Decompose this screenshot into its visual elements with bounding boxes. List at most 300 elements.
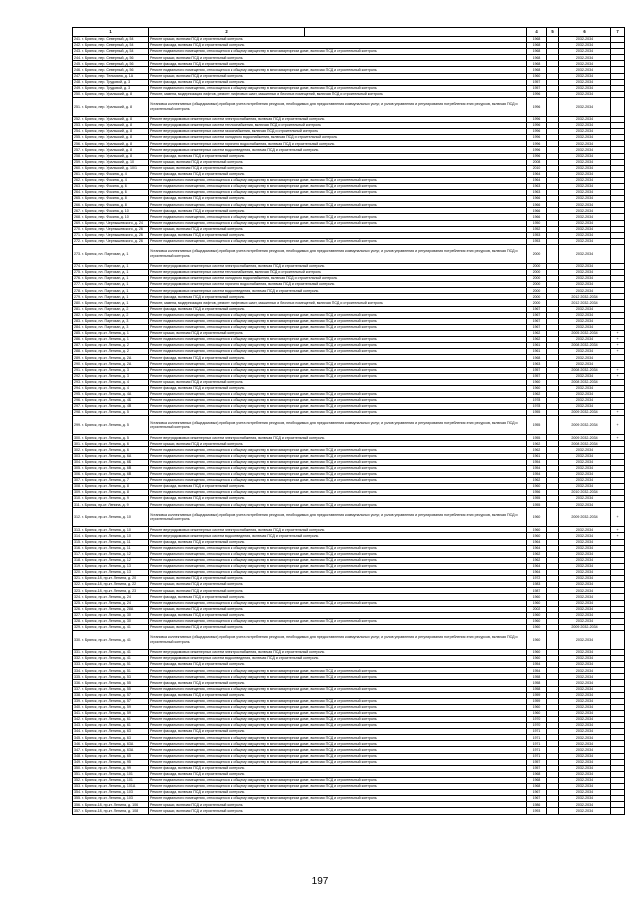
address-cell: 355. г. Брянск, пр-кт. Ленина, д. 103: [73, 796, 149, 802]
address-cell: 354. г. Брянск, пр-кт. Ленина, д. 103: [73, 790, 149, 796]
address-cell: 326. г. Брянск, пр-кт. Ленина, д. 28А: [73, 606, 149, 612]
address-cell: 295. г. Брянск, пр-кт. Ленина, д. 4А: [73, 391, 149, 397]
address-cell: 263. г. Брянск, пер. Фокина, д. 6: [73, 183, 149, 189]
year-cell: 1971: [527, 753, 547, 759]
address-cell: 335. г. Брянск, пр-кт. Ленина, д. 53: [73, 674, 149, 680]
period-cell: 2032-2034: [559, 318, 611, 324]
address-cell: 284. г. Брянск, пл. Партизан, д. 3: [73, 324, 149, 330]
address-cell: 310. г. Брянск, пр-кт. Ленина, д. 9: [73, 496, 149, 502]
year-cell: 1960: [527, 618, 547, 624]
period-cell: 2008 2032-2034: [559, 367, 611, 373]
period-cell: 2032-2034: [559, 618, 611, 624]
period-cell: 2032-2034: [559, 73, 611, 79]
year-cell: 1962: [527, 391, 547, 397]
address-cell: 339. г. Брянск, пр-кт. Ленина, д. 57: [73, 698, 149, 704]
period-cell: 2032-2034: [559, 717, 611, 723]
address-cell: 323. г. Брянск-18, пр-кт. Ленина, д. 23: [73, 588, 149, 594]
work-description-cell: Ремонт подвального помещения, относящегося к общему имуществу в многоквартирном доме, включая ПСД и строительный контроль: [149, 717, 527, 723]
work-description-cell: Ремонт внутридомовых инженерных систем теплоснабжения, включая ПСД и строительный контроль: [149, 123, 527, 129]
work-description-cell: Ремонт внутридомовых инженерных систем электроснабжения, включая ПСД и строительный контроль: [149, 649, 527, 655]
year-cell: 1962: [527, 551, 547, 557]
year-cell: 1963: [527, 190, 547, 196]
year-cell: 1993: [527, 808, 547, 814]
period-cell: 2032-2034: [559, 306, 611, 312]
period-cell: 2032-2034: [559, 165, 611, 171]
work-description-cell: Ремонт подвального помещения, относящегося к общему имуществу в многоквартирном доме, включая ПСД и строительный контроль: [149, 784, 527, 790]
period-cell: 2032-2034: [559, 397, 611, 403]
address-cell: 243. г. Брянск, пер. Северный, д. 54: [73, 49, 149, 55]
year-cell: 1962: [527, 447, 547, 453]
address-cell: 292. г. Брянск, пр-кт. Ленина, д. 3: [73, 373, 149, 379]
work-description-cell: Ремонт подвального помещения, относящегося к общему имуществу в многоквартирном доме, включая ПСД и строительный контроль: [149, 710, 527, 716]
period-cell: 2032-2034: [559, 784, 611, 790]
work-description-cell: Ремонт подвального помещения, относящегося к общему имуществу в многоквартирном доме, включая ПСД и строительный контроль: [149, 85, 527, 91]
address-cell: 342. г. Брянск, пр-кт. Ленина, д. 61: [73, 717, 149, 723]
work-description-cell: Ремонт подвального помещения, относящегося к общему имуществу в многоквартирном доме, включая ПСД и строительный контроль: [149, 563, 527, 569]
year-cell: 1968: [527, 777, 547, 783]
address-cell: 282. г. Брянск, пл. Партизан, д. 2: [73, 312, 149, 318]
period-cell: 2008 2032-2034: [559, 441, 611, 447]
work-description-cell: Ремонт крыши, включая ПСД и строительный контроль: [149, 226, 527, 232]
column-header: 5: [547, 28, 559, 37]
year-cell: 1967: [527, 306, 547, 312]
period-cell: 2032-2034: [559, 238, 611, 244]
period-cell: 2032-2034: [559, 563, 611, 569]
year-cell: 1960: [527, 612, 547, 618]
year-cell: 1958: [527, 680, 547, 686]
year-cell: 1960: [527, 600, 547, 606]
address-cell: 270. г. Брянск, пер. Чернышевского, д. 26: [73, 226, 149, 232]
work-description-cell: Ремонт внутридомовых инженерных систем теплоснабжения, включая ПСД и строительный контроль: [149, 270, 527, 276]
year-cell: 1968: [527, 43, 547, 49]
work-description-cell: Ремонт подвального помещения, относящегося к общему имуществу в многоквартирном доме, включая ПСД и строительный контроль: [149, 67, 527, 73]
address-cell: 330. г. Брянск, пр-кт. Ленина, д. 41: [73, 630, 149, 649]
work-description-cell: Ремонт крыши, включая ПСД и строительный контроль: [149, 165, 527, 171]
work-description-cell: Ремонт фасада, включая ПСД и строительный контроль: [149, 765, 527, 771]
year-cell: 1961: [527, 453, 547, 459]
year-cell: 2000: [527, 276, 547, 282]
address-cell: 301. г. Брянск, пр-кт. Ленина, д. 6: [73, 441, 149, 447]
address-cell: 271. г. Брянск, пер. Чернышевского, д. 26: [73, 232, 149, 238]
mark-cell: +: [611, 349, 625, 355]
period-cell: 2009 2032-2034: [559, 624, 611, 630]
address-cell: 356. г. Брянск-18, пр-кт. Ленина, д. 106: [73, 802, 149, 808]
work-description-cell: Ремонт подвального помещения, относящегося к общему имуществу в многоквартирном доме, включая ПСД и строительный контроль: [149, 704, 527, 710]
year-cell: 1966: [527, 208, 547, 214]
year-cell: 1960: [527, 508, 547, 527]
year-cell: 1963: [527, 183, 547, 189]
mark-cell: +: [611, 337, 625, 343]
address-cell: 304. г. Брянск, пр-кт. Ленина, д. 6Б: [73, 459, 149, 465]
work-description-cell: Ремонт крыши, включая ПСД и строительный контроль: [149, 441, 527, 447]
period-cell: 2032-2034: [559, 135, 611, 141]
work-description-cell: Ремонт подвального помещения, относящегося к общему имуществу в многоквартирном доме, включая ПСД и строительный контроль: [149, 753, 527, 759]
work-description-cell: Ремонт внутридомовых инженерных систем горячего водоснабжения, включая ПСД и строительный контроль: [149, 141, 527, 147]
year-cell: 2000: [527, 300, 547, 306]
year-cell: 1957: [527, 79, 547, 85]
address-cell: 257. г. Брянск, пер. Уральский, д. 8: [73, 147, 149, 153]
work-description-cell: Ремонт подвального помещения, относящегося к общему имуществу в многоквартирном доме, включая ПСД и строительный контроль: [149, 391, 527, 397]
work-description-cell: Ремонт подвального помещения, относящегося к общему имуществу в многоквартирном доме, включая ПСД и строительный контроль: [149, 238, 527, 244]
year-cell: 1968: [527, 771, 547, 777]
work-description-cell: Ремонт внутридомовых инженерных систем водоотведения, включая ПСД и строительный контроль: [149, 533, 527, 539]
year-cell: 1960: [527, 649, 547, 655]
work-description-cell: Ремонт внутридомовых инженерных систем холодного водоснабжения, включая ПСД и строительный контроль: [149, 276, 527, 282]
work-description-cell: Ремонт подвального помещения, относящегося к общему имуществу в многоквартирном доме, включая ПСД и строительный контроль: [149, 600, 527, 606]
address-cell: 349. г. Брянск, пр-кт. Ленина, д. 95: [73, 759, 149, 765]
year-cell: 1962: [527, 330, 547, 336]
address-cell: 351. г. Брянск, пр-кт. Ленина, д. 101: [73, 771, 149, 777]
work-description-cell: Ремонт подвального помещения, относящегося к общему имуществу в многоквартирном доме, включая ПСД и строительный контроль: [149, 312, 527, 318]
address-cell: 285. г. Брянск, пр-кт. Ленина, д. 1: [73, 330, 149, 336]
mark-cell: [611, 97, 625, 116]
period-cell: 2032-2034: [559, 545, 611, 551]
address-cell: 303. г. Брянск, пр-кт. Ленина, д. 6А: [73, 453, 149, 459]
work-description-cell: Ремонт подвального помещения, относящегося к общему имуществу в многоквартирном доме, включая ПСД и строительный контроль: [149, 220, 527, 226]
period-cell: 2032-2034: [559, 159, 611, 165]
year-cell: 1968: [527, 49, 547, 55]
period-cell: 2032-2034: [559, 582, 611, 588]
year-cell: 1996: [527, 123, 547, 129]
address-cell: 337. г. Брянск, пр-кт. Ленина, д. 55: [73, 686, 149, 692]
address-cell: 336. г. Брянск, пр-кт. Ленина, д. 55: [73, 680, 149, 686]
period-cell: 2032-2034: [559, 404, 611, 410]
address-cell: 255. г. Брянск, пер. Уральский, д. 8: [73, 135, 149, 141]
address-cell: 322. г. Брянск-18, пр-кт. Ленина, д. 22: [73, 582, 149, 588]
address-cell: 309. г. Брянск, пр-кт. Ленина, д. 8: [73, 490, 149, 496]
period-cell: 2032-2034: [559, 373, 611, 379]
work-description-cell: Ремонт подвального помещения, относящегося к общему имуществу в многоквартирном доме, включая ПСД и строительный контроль: [149, 674, 527, 680]
address-cell: 341. г. Брянск, пр-кт. Ленина, д. 59: [73, 710, 149, 716]
blank-cell: [547, 808, 559, 814]
address-cell: 274. г. Брянск, пл. Партизан, д. 1: [73, 263, 149, 269]
year-cell: 1960: [527, 73, 547, 79]
year-cell: 1955: [527, 416, 547, 435]
address-cell: 308. г. Брянск, пр-кт. Ленина, д. 8: [73, 484, 149, 490]
work-description-cell: Ремонт внутридомовых инженерных систем газоснабжения, включая ПСД и строительный контроль: [149, 129, 527, 135]
work-description-cell: Ремонт фасада, включая ПСД и строительный контроль: [149, 153, 527, 159]
header-row: [73, 28, 625, 37]
address-cell: 317. г. Брянск, пр-кт. Ленина, д. 12: [73, 551, 149, 557]
period-cell: 2032-2034: [559, 533, 611, 539]
year-cell: 1960: [527, 594, 547, 600]
work-description-cell: Ремонт подвального помещения, относящегося к общему имуществу в многоквартирном доме, включая ПСД и строительный контроль: [149, 337, 527, 343]
year-cell: 1955: [527, 502, 547, 508]
year-cell: 1978: [527, 404, 547, 410]
period-cell: 2032-2034: [559, 723, 611, 729]
period-cell: 2032-2034: [559, 361, 611, 367]
address-cell: 329. г. Брянск, пр-кт. Ленина, д. 41: [73, 624, 149, 630]
address-cell: 260. г. Брянск, пер. Уральский, д. 10/1: [73, 165, 149, 171]
address-cell: 344. г. Брянск, пр-кт. Ленина, д. 63: [73, 729, 149, 735]
work-description-cell: Ремонт внутридомовых инженерных систем водоотведения, включая ПСД и строительный контроль: [149, 656, 527, 662]
mark-cell: +: [611, 373, 625, 379]
period-cell: 2032-2034: [559, 183, 611, 189]
mark-cell: +: [611, 330, 625, 336]
period-cell: 2032-2034: [559, 447, 611, 453]
address-cell: 345. г. Брянск, пр-кт. Ленина, д. 63: [73, 735, 149, 741]
year-cell: 1968: [527, 37, 547, 43]
year-cell: 1960: [527, 527, 547, 533]
address-cell: 300. г. Брянск, пр-кт. Ленина, д. 5: [73, 435, 149, 441]
work-description-cell: Ремонт подвального помещения, относящегося к общему имуществу в многоквартирном доме, включая ПСД и строительный контроль: [149, 723, 527, 729]
period-cell: 2032-2034: [559, 190, 611, 196]
work-description-cell: Ремонт крыши, включая ПСД и строительный контроль: [149, 73, 527, 79]
period-cell: 2009 2032-2034: [559, 435, 611, 441]
table-row: [73, 244, 625, 263]
period-cell: 2032-2034: [559, 244, 611, 263]
address-cell: 318. г. Брянск, пр-кт. Ленина, д. 12: [73, 557, 149, 563]
work-description-cell: Ремонт подвального помещения, относящегося к общему имуществу в многоквартирном доме, включая ПСД и строительный контроль: [149, 796, 527, 802]
work-description-cell: Ремонт подвального помещения, относящегося к общему имуществу в многоквартирном доме, включая ПСД и строительный контроль: [149, 747, 527, 753]
work-description-cell: Ремонт подвального помещения, относящегося к общему имуществу в многоквартирном доме, включая ПСД и строительный контроль: [149, 465, 527, 471]
year-cell: 1957: [527, 85, 547, 91]
work-description-cell: Ремонт подвального помещения, относящегося к общему имуществу в многоквартирном доме, включая ПСД и строительный контроль: [149, 545, 527, 551]
work-description-cell: Ремонт фасада, включая ПСД и строительный контроль: [149, 294, 527, 300]
address-cell: 266. г. Брянск, пер. Фокина, д. 8: [73, 202, 149, 208]
work-description-cell: Ремонт подвального помещения, относящегося к общему имуществу в многоквартирном доме, включая ПСД и строительный контроль: [149, 557, 527, 563]
period-cell: 2032-2034: [559, 704, 611, 710]
work-description-cell: Ремонт, замена, модернизация лифтов, ремонт лифтовых шахт, машинных и блочных помещений, включая ПСД и строительный контроль: [149, 91, 527, 97]
address-cell: 324. г. Брянск, пр-кт. Ленина, д. 24: [73, 594, 149, 600]
work-description-cell: Ремонт подвального помещения, относящегося к общему имуществу в многоквартирном доме, включая ПСД и строительный контроль: [149, 453, 527, 459]
period-cell: 2032-2034: [559, 116, 611, 122]
mark-cell: +: [611, 416, 625, 435]
year-cell: 1996: [527, 116, 547, 122]
year-cell: 1964: [527, 545, 547, 551]
address-cell: 307. г. Брянск, пр-кт. Ленина, д. 7: [73, 477, 149, 483]
address-cell: 331. г. Брянск, пр-кт. Ленина, д. 41: [73, 649, 149, 655]
address-cell: 288. г. Брянск, пр-кт. Ленина, д. 2: [73, 349, 149, 355]
period-cell: 2005 2032-2034: [559, 330, 611, 336]
year-cell: 1960: [527, 385, 547, 391]
year-cell: 1966: [527, 202, 547, 208]
year-cell: 1967: [527, 790, 547, 796]
work-description-cell: Ремонт подвального помещения, относящегося к общему имуществу в многоквартирном доме, включая ПСД и строительный контроль: [149, 698, 527, 704]
year-cell: 2000: [527, 244, 547, 263]
year-cell: 1959: [527, 692, 547, 698]
address-cell: 333. г. Брянск, пр-кт. Ленина, д. 51: [73, 662, 149, 668]
period-cell: 2032-2034: [559, 177, 611, 183]
address-cell: 277. г. Брянск, пл. Партизан, д. 1: [73, 282, 149, 288]
period-cell: 2032-2034: [559, 759, 611, 765]
address-cell: 251. г. Брянск, пер. Уральский, д. 8: [73, 97, 149, 116]
period-cell: 2032-2034: [559, 385, 611, 391]
address-cell: 325. г. Брянск, пр-кт. Ленина, д. 24: [73, 600, 149, 606]
address-cell: 264. г. Брянск, пер. Фокина, д. 6: [73, 190, 149, 196]
period-cell: 2012 2032-2034: [559, 294, 611, 300]
year-cell: 1953: [527, 238, 547, 244]
address-cell: 269. г. Брянск, пер. Чернышевского, д. 24: [73, 220, 149, 226]
period-cell: 2032-2034: [559, 67, 611, 73]
year-cell: 1959: [527, 698, 547, 704]
year-cell: 1957: [527, 765, 547, 771]
work-description-cell: Ремонт крыши, включая ПСД и строительный контроль: [149, 576, 527, 582]
period-cell: 2032-2034: [559, 668, 611, 674]
work-description-cell: Ремонт фасада, включая ПСД и строительный контроль: [149, 539, 527, 545]
year-cell: 1954: [527, 662, 547, 668]
work-description-cell: Ремонт фасада, включая ПСД и строительный контроль: [149, 196, 527, 202]
address-cell: 254. г. Брянск, пер. Уральский, д. 8: [73, 129, 149, 135]
blank-cell: [547, 508, 559, 527]
work-description-cell: Ремонт подвального помещения, относящегося к общему имуществу в многоквартирном доме, включая ПСД и строительный контроль: [149, 373, 527, 379]
period-cell: 2032-2034: [559, 729, 611, 735]
column-header: 2: [149, 28, 305, 37]
address-cell: 250. г. Брянск, пер. Уральский, д. 8: [73, 91, 149, 97]
period-cell: 2032-2034: [559, 686, 611, 692]
year-cell: 1996: [527, 141, 547, 147]
period-cell: 2032-2034: [559, 276, 611, 282]
address-cell: 314. г. Брянск, пр-кт. Ленина, д. 10: [73, 533, 149, 539]
year-cell: 2010: [527, 165, 547, 171]
address-cell: 249. г. Брянск, пер. Трудовой, д. 3: [73, 85, 149, 91]
period-cell: 2032-2034: [559, 527, 611, 533]
year-cell: 1971: [527, 741, 547, 747]
work-description-cell: Ремонт фасада, включая ПСД и строительный контроль: [149, 385, 527, 391]
year-cell: 1968: [527, 784, 547, 790]
period-cell: 2032-2034: [559, 91, 611, 97]
work-description-cell: Ремонт подвального помещения, относящегося к общему имуществу в многоквартирном доме, включая ПСД и строительный контроль: [149, 551, 527, 557]
work-description-cell: Установка коллективных (общедомовых) приборов учета потребления ресурсов, необходимых для предоставления коммунальных услуг, и узлов управления и регулирования потребления этих ресурсов, включая ПСД и строительный контроль: [149, 630, 527, 649]
address-cell: 265. г. Брянск, пер. Фокина, д. 8: [73, 196, 149, 202]
address-cell: 313. г. Брянск, пр-кт. Ленина, д. 10: [73, 527, 149, 533]
period-cell: 2032-2034: [559, 477, 611, 483]
address-cell: 287. г. Брянск, пр-кт. Ленина, д. 2: [73, 343, 149, 349]
period-cell: 2032-2034: [559, 471, 611, 477]
address-cell: 332. г. Брянск, пр-кт. Ленина, д. 41: [73, 656, 149, 662]
year-cell: 1963: [527, 361, 547, 367]
period-cell: 2032-2034: [559, 337, 611, 343]
period-cell: 2032-2034: [559, 594, 611, 600]
work-description-cell: Ремонт фасада, включая ПСД и строительный контроль: [149, 496, 527, 502]
year-cell: 1961: [527, 343, 547, 349]
work-description-cell: Ремонт фасада, включая ПСД и строительный контроль: [149, 662, 527, 668]
address-cell: 242. г. Брянск, пер. Северный, д. 54: [73, 43, 149, 49]
address-cell: 357. г. Брянск-18, пр-кт. Ленина, д. 108: [73, 808, 149, 814]
year-cell: 1962: [527, 441, 547, 447]
year-cell: 1955: [527, 496, 547, 502]
period-cell: 2012 2032-2034: [559, 300, 611, 306]
address-cell: 241. г. Брянск, пер. Северный, д. 54: [73, 37, 149, 43]
work-description-cell: Ремонт подвального помещения, относящегося к общему имуществу в многоквартирном доме, включая ПСД и строительный контроль: [149, 668, 527, 674]
period-cell: 2032-2034: [559, 662, 611, 668]
period-cell: 2032-2034: [559, 355, 611, 361]
work-description-cell: Ремонт фасада, включая ПСД и строительный контроль: [149, 61, 527, 67]
year-cell: 1960: [527, 484, 547, 490]
year-cell: 1996: [527, 135, 547, 141]
work-description-cell: Ремонт фасада, включая ПСД и строительный контроль: [149, 306, 527, 312]
year-cell: 1967: [527, 796, 547, 802]
period-cell: 2032-2034: [559, 777, 611, 783]
work-description-cell: Ремонт подвального помещения, относящегося к общему имуществу в многоквартирном доме, включая ПСД и строительный контроль: [149, 618, 527, 624]
year-cell: 1960: [527, 710, 547, 716]
column-header: 4: [527, 28, 547, 37]
year-cell: 1952: [527, 226, 547, 232]
address-cell: 334. г. Брянск, пр-кт. Ленина, д. 51: [73, 668, 149, 674]
year-cell: 1964: [527, 171, 547, 177]
period-cell: 2032-2034: [559, 656, 611, 662]
year-cell: 2002: [527, 606, 547, 612]
table-row: [73, 808, 625, 814]
period-cell: 2008 2032-2034: [559, 343, 611, 349]
address-cell: 272. г. Брянск, пер. Чернышевского, д. 26: [73, 238, 149, 244]
address-cell: 247. г. Брянск, пер. Тельмана, д. 1А: [73, 73, 149, 79]
period-cell: 2032-2034: [559, 129, 611, 135]
period-cell: 2032-2034: [559, 649, 611, 655]
work-description-cell: Ремонт крыши, включая ПСД и строительный контроль: [149, 55, 527, 61]
period-cell: 2032-2034: [559, 43, 611, 49]
work-description-cell: Ремонт внутридомовых инженерных систем электроснабжения, включая ПСД и строительный контроль: [149, 263, 527, 269]
work-description-cell: Ремонт фасада, включая ПСД и строительный контроль: [149, 79, 527, 85]
column-header: 7: [611, 28, 625, 37]
period-cell: 2032-2034: [559, 232, 611, 238]
year-cell: 1996: [527, 91, 547, 97]
year-cell: 1967: [527, 312, 547, 318]
year-cell: 1954: [527, 668, 547, 674]
year-cell: 1964: [527, 563, 547, 569]
period-cell: 2032-2034: [559, 790, 611, 796]
program-table: [72, 27, 625, 815]
work-description-cell: Ремонт подвального помещения, относящегося к общему имуществу в многоквартирном доме, включая ПСД и строительный контроль: [149, 324, 527, 330]
year-cell: 1996: [527, 129, 547, 135]
program-table-sheet: [72, 27, 624, 815]
period-cell: 2032-2034: [559, 630, 611, 649]
address-cell: 290. г. Брянск, пр-кт. Ленина, д. 2А: [73, 361, 149, 367]
year-cell: 1971: [527, 729, 547, 735]
year-cell: 1954: [527, 465, 547, 471]
period-cell: 2032-2034: [559, 753, 611, 759]
work-description-cell: Ремонт крыши, включая ПСД и строительный контроль: [149, 37, 527, 43]
year-cell: 2008: [527, 159, 547, 165]
table-row: [73, 630, 625, 649]
address-cell: 305. г. Брянск, пр-кт. Ленина, д. 6В: [73, 465, 149, 471]
address-cell: 248. г. Брянск, пер. Трудовой, д. 3: [73, 79, 149, 85]
address-cell: 294. г. Брянск, пр-кт. Ленина, д. 4: [73, 385, 149, 391]
address-cell: 302. г. Брянск, пр-кт. Ленина, д. 6: [73, 447, 149, 453]
work-description-cell: Ремонт подвального помещения, относящегося к общему имуществу в многоквартирном доме, включая ПСД и строительный контроль: [149, 777, 527, 783]
period-cell: 2032-2034: [559, 539, 611, 545]
period-cell: 2032-2034: [559, 282, 611, 288]
year-cell: 1964: [527, 539, 547, 545]
address-cell: 338. г. Брянск, пр-кт. Ленина, д. 57: [73, 692, 149, 698]
work-description-cell: Ремонт подвального помещения, относящегося к общему имуществу в многоквартирном доме, включая ПСД и строительный контроль: [149, 177, 527, 183]
column-header: 1: [73, 28, 149, 37]
work-description-cell: Ремонт крыши, включая ПСД и строительный контроль: [149, 624, 527, 630]
address-cell: 311. г. Брянск, пр-кт. Ленина, д. 9: [73, 502, 149, 508]
period-cell: 2032-2034: [559, 612, 611, 618]
period-cell: 2032-2034: [559, 49, 611, 55]
year-cell: 1968: [527, 55, 547, 61]
work-description-cell: Ремонт внутридомовых инженерных систем электроснабжения, включая ПСД и строительный контроль: [149, 527, 527, 533]
address-cell: 256. г. Брянск, пер. Уральский, д. 8: [73, 141, 149, 147]
period-cell: 2032-2034: [559, 484, 611, 490]
address-cell: 262. г. Брянск, пер. Фокина, д. 4: [73, 177, 149, 183]
year-cell: 1960: [527, 533, 547, 539]
period-cell: 2032-2034: [559, 502, 611, 508]
year-cell: 1954: [527, 471, 547, 477]
year-cell: 1956: [527, 490, 547, 496]
year-cell: 1957: [527, 373, 547, 379]
period-cell: 2032-2034: [559, 588, 611, 594]
address-cell: 327. г. Брянск, пр-кт. Ленина, д. 30: [73, 612, 149, 618]
address-cell: 348. г. Брянск, пр-кт. Ленина, д. 65: [73, 753, 149, 759]
mark-cell: +: [611, 343, 625, 349]
year-cell: 2000: [527, 263, 547, 269]
address-cell: 347. г. Брянск, пр-кт. Ленина, д. 63А: [73, 747, 149, 753]
period-cell: 2032-2034: [559, 220, 611, 226]
period-cell: 2032-2034: [559, 208, 611, 214]
address-cell: 312. г. Брянск, пр-кт. Ленина, д. 10: [73, 508, 149, 527]
